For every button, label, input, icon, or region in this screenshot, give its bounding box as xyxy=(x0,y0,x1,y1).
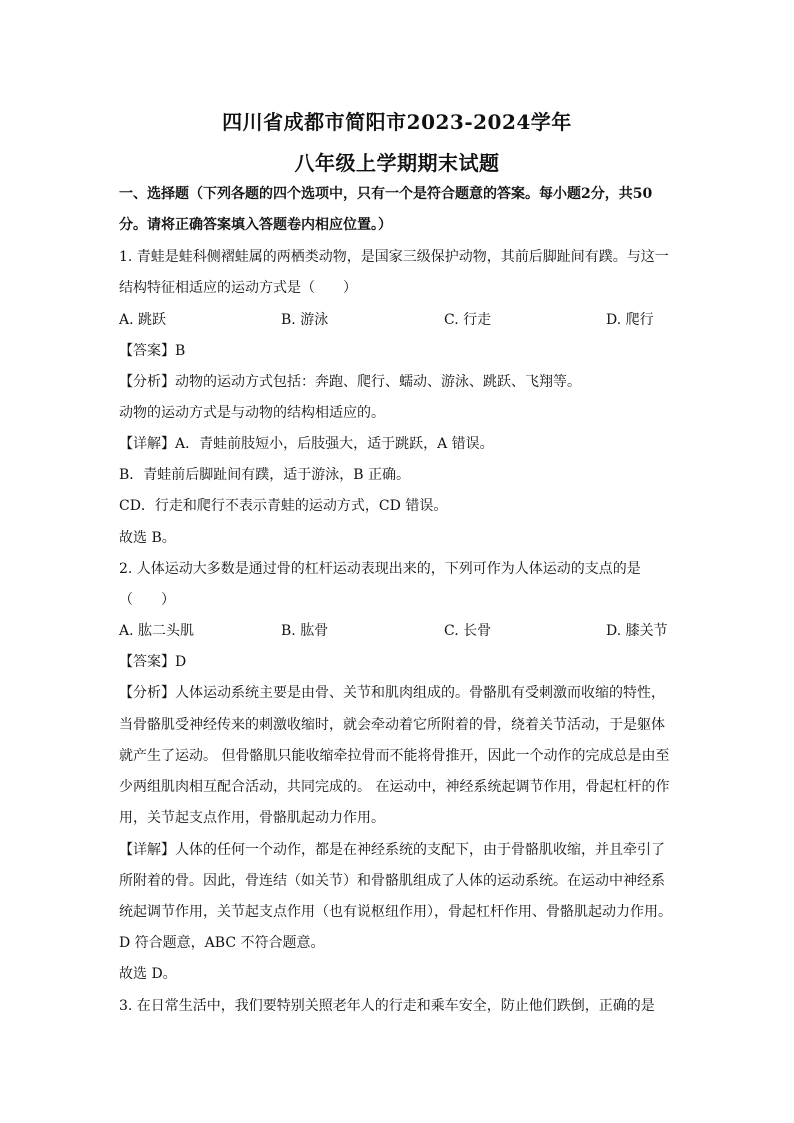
q2-stem-line2: （ ） xyxy=(119,592,175,608)
q2-detail-line1: 【详解】人体的任何一个动作，都是在神经系统的支配下，由于骨骼肌收缩，并且牵引了 xyxy=(119,842,665,858)
q2-option-a: A. 肱二头肌 xyxy=(119,623,195,639)
q1-stem-line1: 1. 青蛙是蛙科侧褶蛙属的两栖类动物，是国家三级保护动物，其前后脚趾间有蹼。与这一 xyxy=(119,249,669,265)
section-heading-line1: 一、选择题（下列各题的四个选项中，只有一个是符合题意的答案。每小题2分，共50 xyxy=(119,186,653,202)
q2-analysis-line2: 当骨骼肌受神经传来的刺激收缩时，就会牵动着它所附着的骨，绕着关节活动，于是躯体 xyxy=(119,717,665,733)
q1-detail-line1: 【详解】A．青蛙前肢短小，后肢强大，适于跳跃，A 错误。 xyxy=(119,436,494,452)
section-heading-line2: 分。请将正确答案填入答题卷内相应位置。） xyxy=(119,217,392,233)
q1-option-b: B. 游泳 xyxy=(281,312,329,328)
q2-analysis-line4: 少两组肌肉相互配合活动，共同完成的。 在运动中，神经系统起调节作用，骨起杠杆的作 xyxy=(119,779,670,795)
document-title-line1: 四川省成都市简阳市2023-2024学年 xyxy=(222,110,572,134)
q2-option-c: C. 长骨 xyxy=(444,623,492,639)
q1-option-a: A. 跳跃 xyxy=(119,312,167,328)
q1-analysis-line2: 动物的运动方式是与动物的结构相适应的。 xyxy=(119,405,385,421)
q2-stem-line1: 2. 人体运动大多数是通过骨的杠杆运动表现出来的，下列可作为人体运动的支点的是 xyxy=(119,561,641,577)
q3-stem-line1: 3. 在日常生活中，我们要特别关照老年人的行走和乘车安全，防止他们跌倒，正确的是 xyxy=(119,998,655,1014)
q2-answer: 【答案】D xyxy=(119,654,187,670)
q2-detail-line2: 所附着的骨。因此，骨连结（如关节）和骨骼肌组成了人体的运动系统。在运动中神经系 xyxy=(119,873,665,889)
q1-analysis-line1: 【分析】动物的运动方式包括：奔跑、爬行、蠕动、游泳、跳跃、飞翔等。 xyxy=(119,374,581,390)
q1-answer: 【答案】B xyxy=(119,343,186,359)
q2-option-d: D. 膝关节 xyxy=(606,623,668,639)
q2-analysis-line3: 就产生了运动。 但骨骼肌只能收缩牵拉骨而不能将骨推开，因此一个动作的完成总是由至 xyxy=(119,748,670,764)
q1-stem-line2: 结构特征相适应的运动方式是（ ） xyxy=(119,280,357,296)
q1-detail-line2: B．青蛙前后脚趾间有蹼，适于游泳，B 正确。 xyxy=(119,467,411,483)
q2-choice: 故选 D。 xyxy=(119,966,177,982)
q1-option-c: C. 行走 xyxy=(444,312,492,328)
document-title-line2: 八年级上学期期末试题 xyxy=(294,151,500,175)
q1-choice: 故选 B。 xyxy=(119,530,176,546)
q1-option-d: D. 爬行 xyxy=(606,312,654,328)
q2-option-b: B. 肱骨 xyxy=(281,623,329,639)
q1-detail-line3: CD．行走和爬行不表示青蛙的运动方式，CD 错误。 xyxy=(119,498,448,514)
q2-analysis-line1: 【分析】人体运动系统主要是由骨、关节和肌肉组成的。骨骼肌有受刺激而收缩的特性， xyxy=(119,685,665,701)
q2-detail-line3: 统起调节作用，关节起支点作用（也有说枢纽作用），骨起杠杆作用、骨骼肌起动力作用。 xyxy=(119,904,672,920)
q2-detail-line4: D 符合题意，ABC 不符合题意。 xyxy=(119,935,325,951)
q2-analysis-line5: 用，关节起支点作用，骨骼肌起动力作用。 xyxy=(119,810,385,826)
